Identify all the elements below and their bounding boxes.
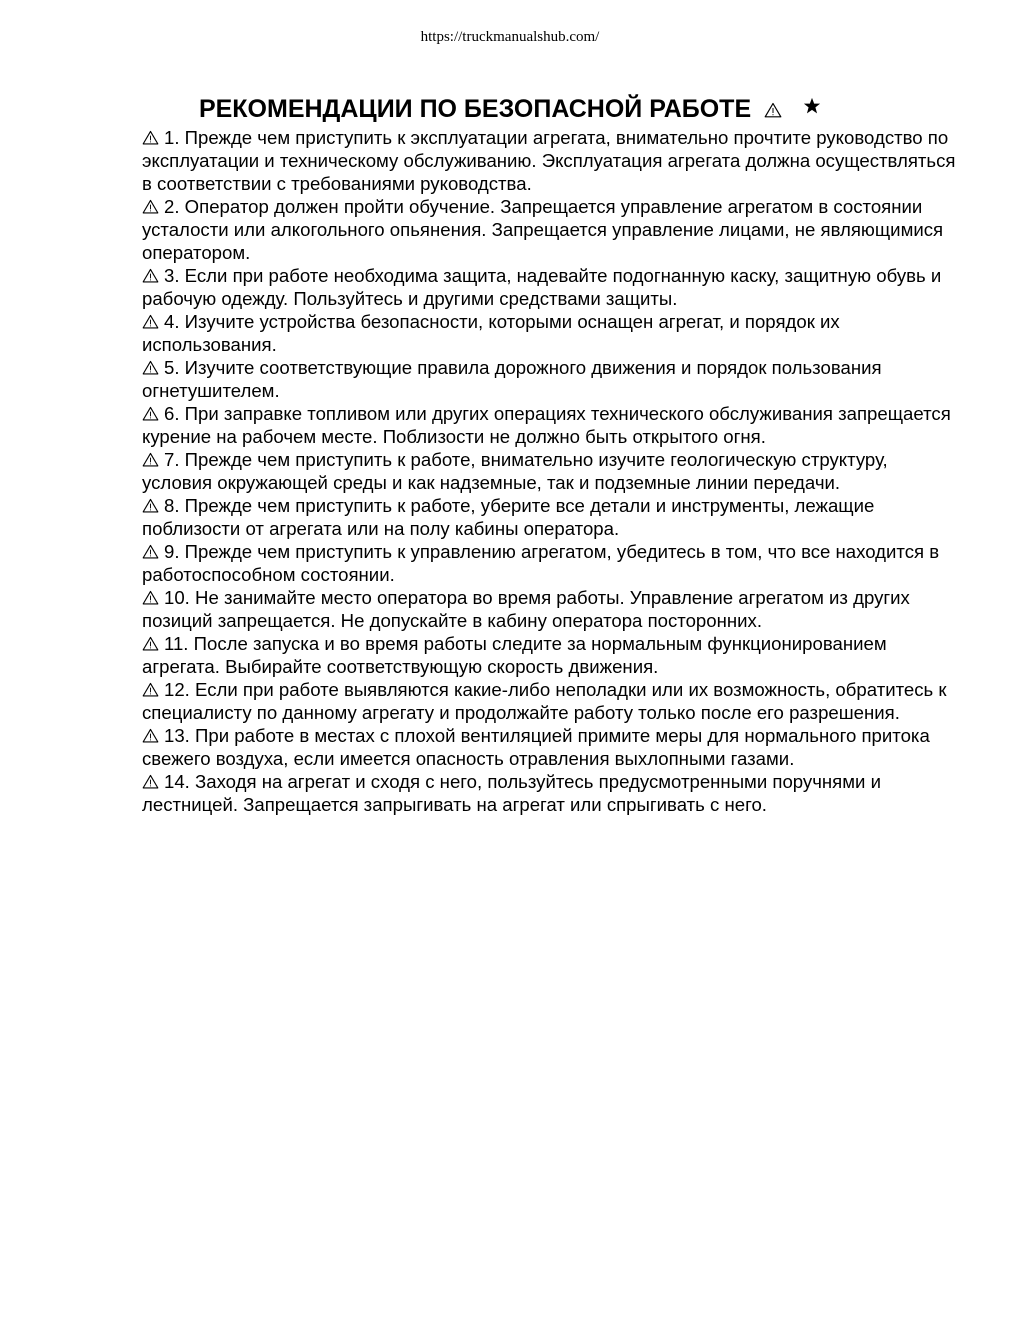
list-item-text: 12. Если при работе выявляются какие-либо неполадки или их возможность, обратитесь к специалисту по данному агрегату и продолжайте работу только после его разрешения. bbox=[142, 679, 947, 723]
warning-triangle-icon bbox=[142, 590, 159, 605]
document-title: РЕКОМЕНДАЦИИ ПО БЕЗОПАСНОЙ РАБОТЕ bbox=[198, 95, 752, 123]
safety-recommendations-list bbox=[142, 126, 962, 816]
star-icon bbox=[803, 97, 821, 115]
list-item-text: 4. Изучите устройства безопасности, которыми оснащен агрегат, и порядок их использования. bbox=[142, 311, 840, 355]
warning-triangle-icon bbox=[142, 774, 159, 789]
warning-triangle-icon bbox=[142, 406, 159, 421]
warning-triangle-icon bbox=[142, 130, 159, 145]
warning-triangle-icon bbox=[142, 544, 159, 559]
warning-triangle-icon bbox=[142, 452, 159, 467]
page-url-header: https://truckmanualshub.com/ bbox=[420, 29, 600, 45]
list-item-text: 1. Прежде чем приступить к эксплуатации агрегата, внимательно прочтите руководство по эксплуатации и техническому обслуживанию. Эксплуатация агрегата должна осуществляться в соответствии с требованиями руководства. bbox=[142, 127, 956, 194]
list-item-text: 14. Заходя на агрегат и сходя с него, пользуйтесь предусмотренными поручнями и лестницей. Запрещается запрыгивать на агрегат или спрыгивать с него. bbox=[142, 771, 881, 815]
warning-triangle-icon bbox=[142, 268, 159, 283]
list-item bbox=[142, 540, 962, 586]
list-item-text: 5. Изучите соответствующие правила дорожного движения и порядок пользования огнетушителем. bbox=[142, 357, 882, 401]
list-item bbox=[142, 402, 962, 448]
warning-triangle-icon bbox=[142, 360, 159, 375]
list-item-text: 9. Прежде чем приступить к управлению агрегатом, убедитесь в том, что все находится в работоспособном состоянии. bbox=[142, 541, 940, 585]
warning-triangle-icon bbox=[142, 498, 159, 513]
warning-triangle-icon bbox=[142, 314, 159, 329]
list-item bbox=[142, 724, 962, 770]
list-item bbox=[142, 195, 962, 264]
list-item-text: 11. После запуска и во время работы следите за нормальным функционированием агрегата. Выбирайте соответствующую скорость движения. bbox=[142, 633, 887, 677]
list-item bbox=[142, 678, 962, 724]
list-item-text: 10. Не занимайте место оператора во время работы. Управление агрегатом из других позиций запрещается. Не допускайте в кабину оператора посторонних. bbox=[142, 587, 910, 631]
list-item-text: 6. При заправке топливом или других операциях технического обслуживания запрещается курение на рабочем месте. Поблизости не должно быть открытого огня. bbox=[142, 403, 951, 447]
list-item bbox=[142, 264, 962, 310]
list-item bbox=[142, 356, 962, 402]
warning-triangle-icon bbox=[142, 199, 159, 214]
list-item-text: 3. Если при работе необходима защита, надевайте подогнанную каску, защитную обувь и рабочую одежду. Пользуйтесь и другими средствами защиты. bbox=[142, 265, 942, 309]
warning-triangle-icon bbox=[142, 682, 159, 697]
list-item bbox=[142, 310, 962, 356]
list-item bbox=[142, 126, 962, 195]
list-item-text: 8. Прежде чем приступить к работе, уберите все детали и инструменты, лежащие поблизости от агрегата или на полу кабины оператора. bbox=[142, 495, 875, 539]
list-item-text: 2. Оператор должен пройти обучение. Запрещается управление агрегатом в состоянии усталости или алкогольного опьянения. Запрещается управление лицами, не являющимися оператором. bbox=[142, 196, 944, 263]
list-item bbox=[142, 770, 962, 816]
list-item bbox=[142, 632, 962, 678]
warning-triangle-icon bbox=[142, 636, 159, 651]
warning-triangle-icon bbox=[142, 728, 159, 743]
list-item bbox=[142, 448, 962, 494]
list-item bbox=[142, 586, 962, 632]
document-title-line bbox=[0, 93, 1020, 125]
list-item-text: 7. Прежде чем приступить к работе, внимательно изучите геологическую структуру, условия окружающей среды и как надземные, так и подземные линии передачи. bbox=[142, 449, 888, 493]
list-item-text: 13. При работе в местах с плохой вентиляцией примите меры для нормального притока свежего воздуха, если имеется опасность отравления выхлопными газами. bbox=[142, 725, 930, 769]
warning-triangle-icon bbox=[764, 102, 782, 118]
list-item bbox=[142, 494, 962, 540]
